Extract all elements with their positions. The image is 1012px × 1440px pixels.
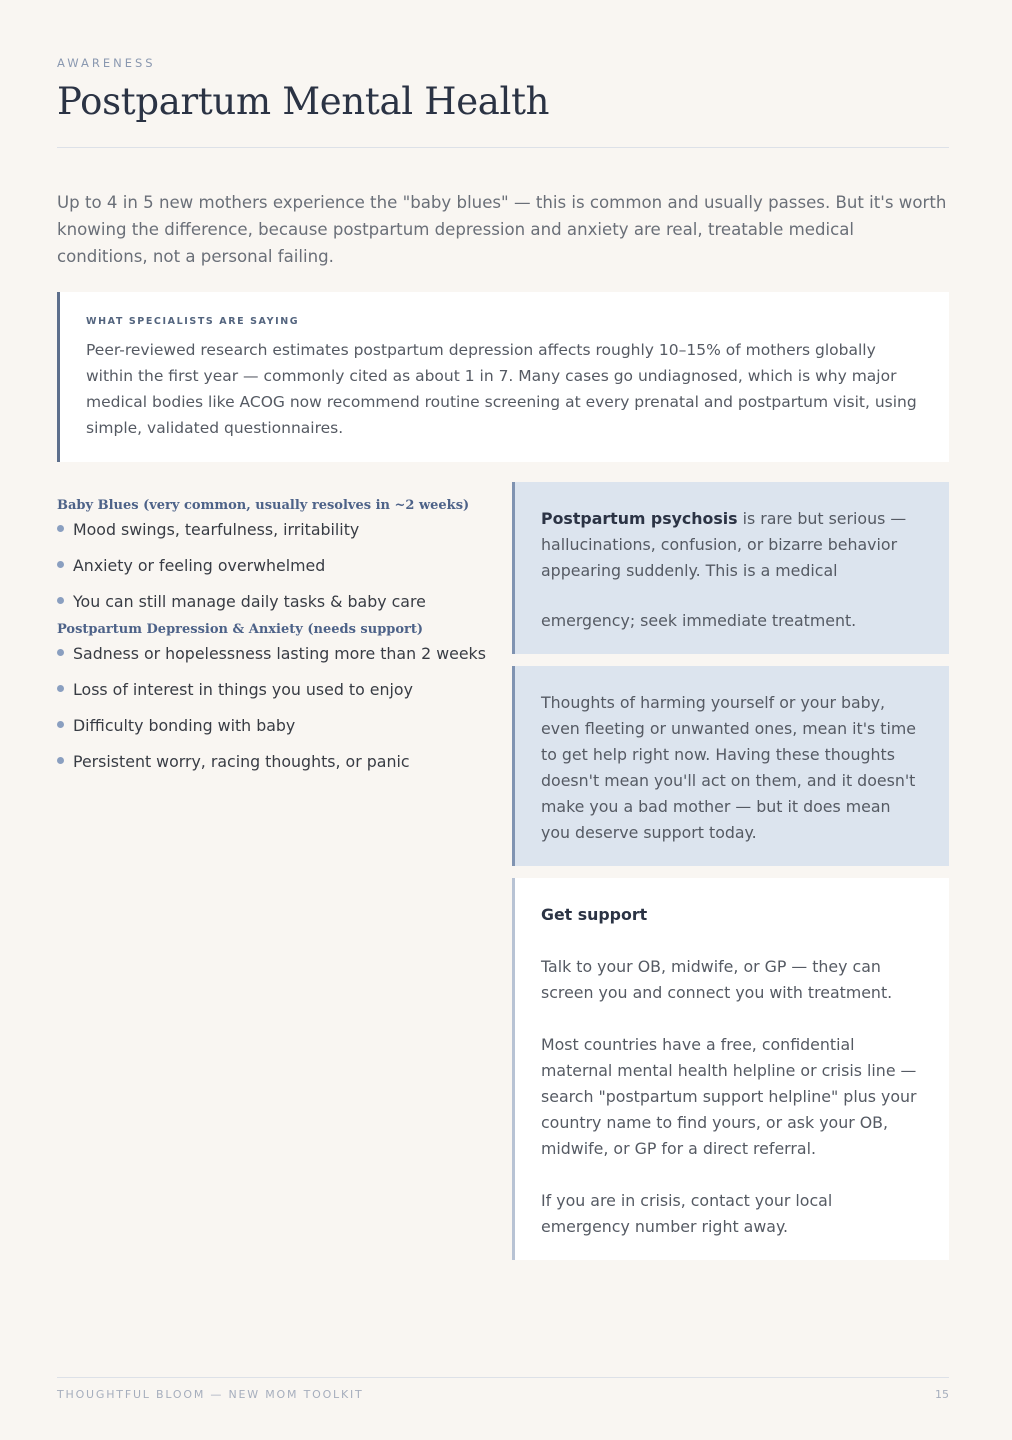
- ppd-list: [57, 644, 497, 772]
- get-support-card: [512, 878, 949, 1260]
- page-number: 15: [935, 1388, 949, 1401]
- list-item: [57, 592, 497, 612]
- bullet-icon: [57, 649, 64, 656]
- bullet-icon: [57, 525, 64, 532]
- psychosis-text: is rare but serious — hallucinations, confusion, or bizarre behavior appearing suddenly. This is a medical: [541, 509, 907, 580]
- list-item: [57, 644, 497, 664]
- harm-thoughts-text: Thoughts of harming yourself or your baby, even fleeting or unwanted ones, mean it's time to get help right now. Having these thoughts doesn't mean you'll act on them, and it doesn't make you a bad mother — but it does mean you deserve support today.: [541, 693, 916, 842]
- intro-paragraph: Up to 4 in 5 new mothers experience the "baby blues" — this is common and usually passes. But it's worth knowing the difference, because postpartum depression and anxiety are real, treatable medical conditions, not a personal failing.: [57, 193, 947, 266]
- psychosis-term: Postpartum psychosis: [541, 509, 738, 528]
- baby-blues-list: [57, 520, 497, 612]
- support-paragraph: Most countries have a free, confidential maternal mental health helpline or crisis line — search "postpartum support helpline" plus your country name to find yours, or ask your OB, midwife, or GP for a direct referral.: [541, 1035, 917, 1158]
- page-title: Postpartum Mental Health: [57, 80, 550, 123]
- symptoms-column: [57, 496, 497, 788]
- psychosis-callout: [512, 482, 949, 654]
- footer-brand: THOUGHTFUL BLOOM — NEW MOM TOOLKIT: [57, 1388, 364, 1401]
- bullet-icon: [57, 721, 64, 728]
- bullet-icon: [57, 561, 64, 568]
- list-item: [57, 752, 497, 772]
- support-paragraph: Talk to your OB, midwife, or GP — they can screen you and connect you with treatment.: [541, 957, 893, 1002]
- ppd-heading: Postpartum Depression & Anxiety (needs support): [57, 622, 424, 637]
- psychosis-tail: emergency; seek immediate treatment.: [541, 611, 857, 630]
- specialists-kicker: WHAT SPECIALISTS ARE SAYING: [86, 316, 300, 327]
- support-paragraph: If you are in crisis, contact your local emergency number right away.: [541, 1191, 833, 1236]
- harm-thoughts-callout: [512, 666, 949, 866]
- header-divider: [57, 147, 949, 148]
- list-item: [57, 716, 497, 736]
- get-support-heading: Get support: [541, 905, 648, 924]
- specialists-text: Peer-reviewed research estimates postpartum depression affects roughly 10–15% of mothers globally within the first year — commonly cited as about 1 in 7. Many cases go undiagnosed, which is why major medical bodies like ACOG now recommend routine screening at every prenatal and postpartum visit, using simple, validated questionnaires.: [86, 341, 917, 437]
- specialists-callout: [57, 292, 949, 462]
- list-item: [57, 556, 497, 576]
- list-item-text: Loss of interest in things you used to enjoy: [73, 680, 413, 699]
- list-item-text: Persistent worry, racing thoughts, or panic: [73, 752, 410, 771]
- section-eyebrow: AWARENESS: [57, 56, 156, 70]
- list-item-text: Anxiety or feeling overwhelmed: [73, 556, 326, 575]
- baby-blues-heading: Baby Blues (very common, usually resolves in ~2 weeks): [57, 498, 470, 513]
- list-item-text: Difficulty bonding with baby: [73, 716, 296, 735]
- bullet-icon: [57, 685, 64, 692]
- list-item: [57, 520, 497, 540]
- bullet-icon: [57, 597, 64, 604]
- footer-divider: [57, 1377, 949, 1378]
- page: [57, 0, 949, 1440]
- bullet-icon: [57, 757, 64, 764]
- list-item-text: Sadness or hopelessness lasting more than 2 weeks: [73, 644, 486, 663]
- list-item: [57, 680, 497, 700]
- list-item-text: You can still manage daily tasks & baby care: [73, 592, 426, 611]
- list-item-text: Mood swings, tearfulness, irritability: [73, 520, 360, 539]
